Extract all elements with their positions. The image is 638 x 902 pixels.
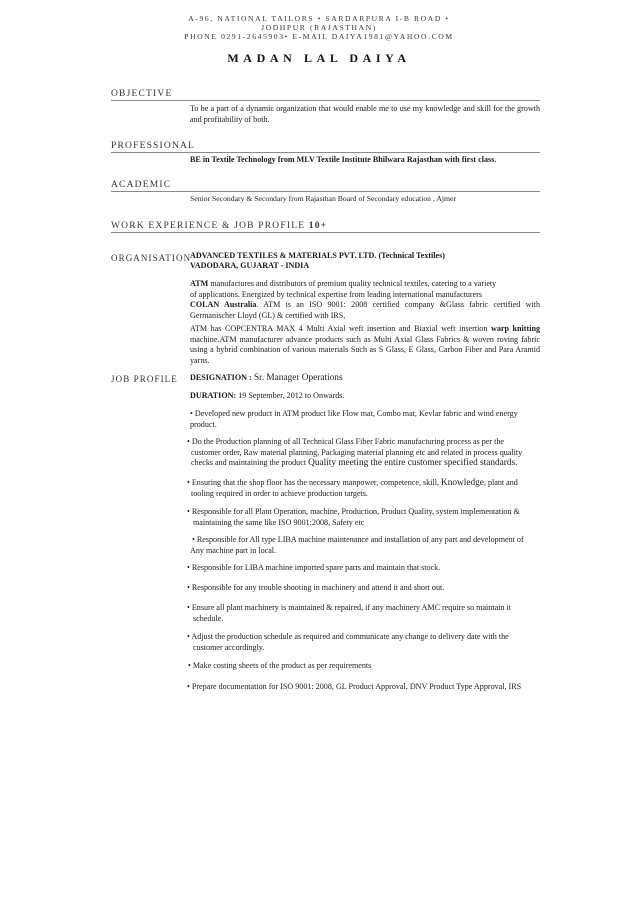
objective-text: To be a part of a dynamic organization that would enable me to use my knowledge and skill for the growth and profitability of both. bbox=[190, 104, 540, 124]
academic-text: Senior Secondary & Secondary from Rajasthan Board of Secondary education , Ajmer bbox=[190, 194, 456, 203]
bullet-line: customer accordingly. bbox=[193, 642, 265, 652]
company-description-2 bbox=[190, 324, 540, 366]
desc-line: machine.ATM manufacturer advance products such as Multi Axial Glass Fabrics & woven roving fabric using a hybrid combination of various materials Such as S Glass, E Glass, Carbon Fiber and Para Aramid yarns. bbox=[190, 334, 540, 365]
colan-name: COLAN Australia bbox=[190, 300, 257, 310]
section-divider bbox=[111, 191, 540, 192]
work-experience-heading bbox=[111, 221, 327, 231]
bullet-line: Knowledge bbox=[441, 478, 484, 488]
job-profile-label: JOB PROFILE bbox=[111, 374, 178, 384]
bullet-item: • Prepare documentation for ISO 9001: 2008, GL Product Approval, DNV Product Type Approval, IRS bbox=[187, 682, 522, 691]
bullet-item bbox=[187, 437, 542, 469]
bullet-item bbox=[187, 478, 542, 499]
duration-label: DURATION: bbox=[190, 391, 237, 400]
designation-value: Sr. Manager Operations bbox=[251, 373, 343, 383]
contact-line: PHONE 0291-2645903• E-MAIL DAIYA1981@YAHOO.COM bbox=[184, 32, 454, 41]
bullet-line: customer order, Raw material planning, Packaging material planning etc and related in process quality bbox=[191, 447, 523, 457]
bullet-line: • Ensure all plant machinery is maintained & repaired, if any machinery AMC require so maintain it bbox=[187, 603, 512, 612]
desc-line: Germanischer Lloyd (GL) & certified with IRS, bbox=[190, 310, 346, 320]
professional-heading: PROFESSIONAL bbox=[111, 141, 196, 151]
desc-line: . ATM is an ISO 9001: 2008 certified company &Glass fabric certified with bbox=[256, 300, 540, 310]
objective-heading: OBJECTIVE bbox=[111, 89, 173, 99]
designation-label: DESIGNATION : bbox=[190, 373, 252, 382]
bullet-line: • Do the Production planning of all Technical Glass Fiber Fabric manufacturing process as per the bbox=[187, 437, 505, 446]
atm-name: ATM bbox=[190, 279, 209, 288]
bullet-line: • Adjust the production schedule as required and communicate any change to delivery date with the bbox=[187, 632, 509, 641]
section-divider bbox=[111, 100, 540, 101]
desc-line: ATM has COPCENTRA MAX 4 Multi Axial weft insertion and Biaxial weft insertion bbox=[190, 324, 491, 333]
company-description-1 bbox=[190, 279, 540, 321]
professional-text: BE in Textile Technology from MLV Textile Institute Bhilwara Rajasthan with first class. bbox=[190, 155, 497, 164]
desc-line: of applications. Energized by technical expertise from leading international manufacturers bbox=[190, 289, 483, 299]
desc-line: manufactures and distributors of premium quality technical textiles, catering to a variety bbox=[208, 279, 497, 288]
bullet-item bbox=[187, 603, 542, 624]
company-name: ADVANCED TEXTILES & MATERIALS PVT. LTD. (Technical Textiles) bbox=[190, 251, 445, 260]
warp-knitting: warp knitting bbox=[490, 324, 540, 333]
bullet-line: Any machine part in local. bbox=[190, 545, 277, 555]
bullet-line: schedule. bbox=[193, 613, 224, 623]
bullet-item bbox=[190, 409, 540, 430]
bullet-line: • Ensuring that the shop floor has the necessary manpower, competence, skill, bbox=[187, 478, 442, 487]
bullet-item: • Responsible for any trouble shooting in machinery and attend it and short out. bbox=[187, 583, 445, 592]
bullet-item bbox=[187, 507, 542, 528]
bullet-line: checks and maintaining the product bbox=[191, 458, 309, 468]
bullet-line: • Developed new product in ATM product like Flow mat, Combo mat, Kevlar fabric and wind energy bbox=[190, 409, 518, 418]
candidate-name: MADAN LAL DAIYA bbox=[227, 51, 411, 65]
bullet-item: • Make costing sheets of the product as per requirements bbox=[188, 661, 372, 670]
bullet-line: , plant and bbox=[483, 478, 518, 487]
bullet-item bbox=[187, 632, 542, 653]
academic-heading: ACADEMIC bbox=[111, 180, 172, 190]
bullet-line: Quality meeting the entire customer specified standards. bbox=[308, 458, 518, 469]
duration bbox=[190, 391, 540, 402]
organisation-label: ORGANISATION bbox=[111, 253, 192, 263]
duration-value: 19 September, 2012 to Onwards. bbox=[236, 391, 345, 400]
address-line-2: JODHPUR (RAJASTHAN) bbox=[261, 23, 377, 32]
bullet-line: product. bbox=[190, 419, 217, 429]
bullet-line: tooling required in order to achieve production targets. bbox=[191, 488, 368, 498]
bullet-line: maintaining the same like ISO 9001:2008, Safety etc bbox=[193, 517, 365, 527]
designation bbox=[190, 373, 540, 384]
bullet-line: • Responsible for All type LIBA machine maintenance and installation of any part and development of bbox=[192, 535, 524, 544]
bullet-line: • Responsible for all Plant Operation, machine, Production, Product Quality, system implementation & bbox=[187, 507, 520, 516]
company-location: VADODARA, GUJARAT - INDIA bbox=[190, 261, 310, 270]
bullet-item bbox=[190, 535, 540, 556]
bullet-item: • Responsible for LIBA machine imported spare parts and maintain that stock. bbox=[187, 563, 441, 572]
section-divider bbox=[111, 232, 540, 233]
work-years: 10+ bbox=[308, 221, 328, 231]
address-line-1: A-96, NATIONAL TAILORS • SARDARPURA I-B ROAD • bbox=[188, 14, 450, 23]
section-divider bbox=[111, 152, 540, 153]
work-heading-text: WORK EXPERIENCE & JOB PROFILE bbox=[111, 221, 306, 231]
